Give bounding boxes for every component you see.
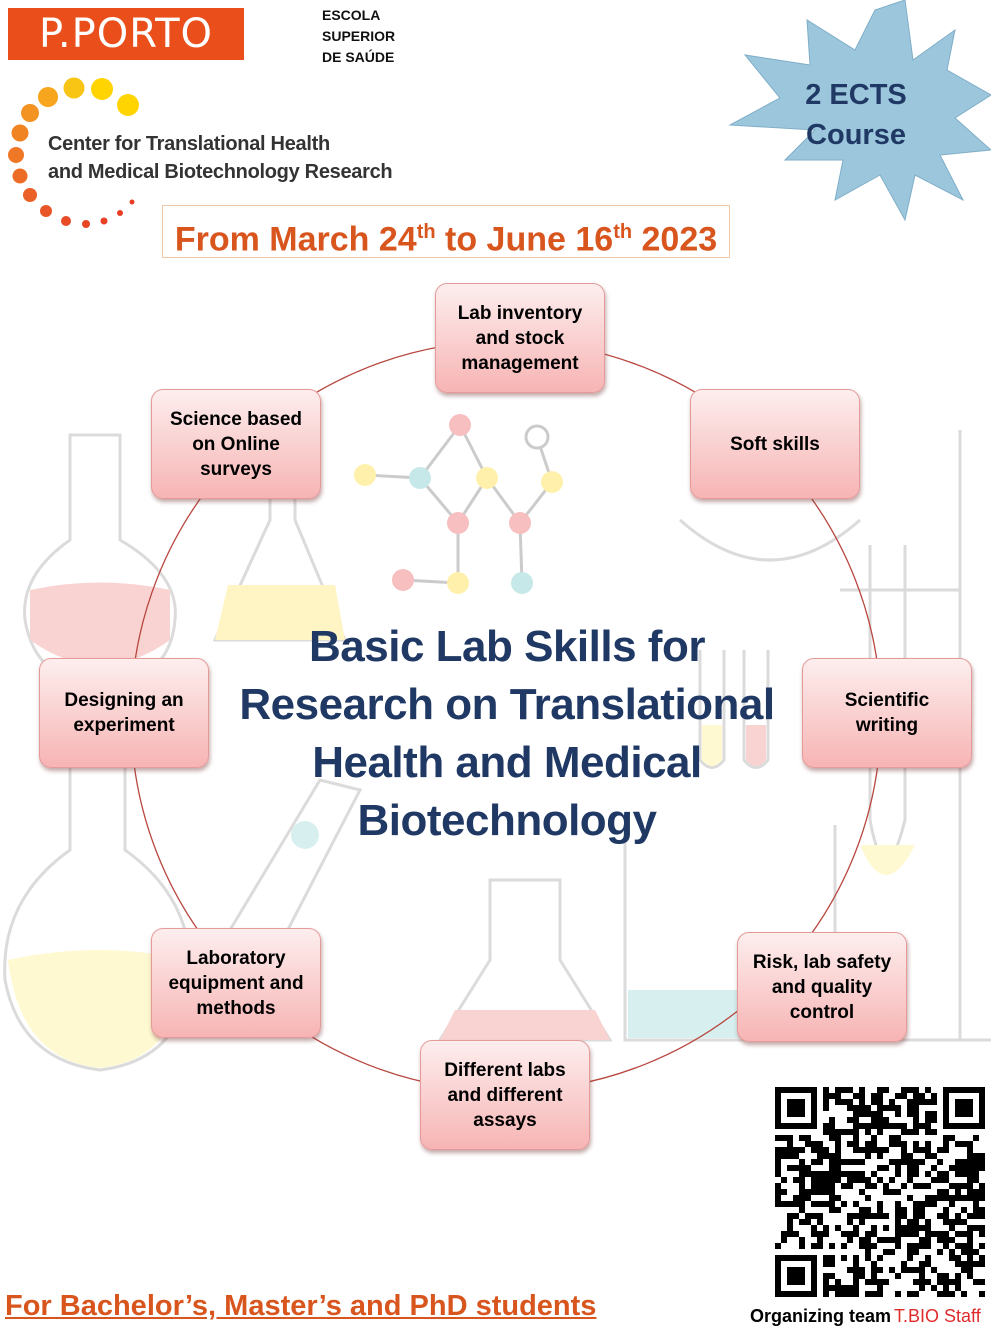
research-center-name	[48, 130, 392, 186]
qr-code[interactable]	[775, 1087, 985, 1297]
skill-label: Scientific writing	[844, 690, 930, 736]
school-line-1: ESCOLA	[322, 7, 381, 23]
organizing-team-label: Organizing team	[750, 1306, 892, 1326]
dates-from: From March 24	[174, 220, 417, 259]
course-dates	[162, 205, 730, 258]
organizer-name: T.BIO Staff	[894, 1306, 981, 1326]
skill-lab-equipment	[151, 928, 321, 1038]
school-name	[322, 5, 395, 68]
skill-soft-skills	[690, 389, 860, 499]
ects-line-2: Course	[806, 119, 906, 151]
skill-lab-inventory	[435, 283, 605, 393]
title-line-1: Basic Lab Skills for	[309, 622, 705, 671]
ects-line-1: 2 ECTS	[805, 79, 907, 111]
title-line-4: Biotechnology	[357, 796, 657, 845]
skill-different-labs	[420, 1040, 590, 1150]
dates-sup-1: th	[416, 221, 436, 243]
center-line-2: and Medical Biotechnology Research	[48, 161, 393, 183]
center-line-1: Center for Translational Health	[48, 133, 330, 155]
skill-label: Soft skills	[730, 433, 820, 455]
skill-label: Laboratory equipment and methods	[168, 947, 304, 1019]
dates-year: 2023	[632, 220, 718, 259]
skill-label: Different labs and different assays	[444, 1059, 566, 1131]
title-line-2: Research on Translational	[239, 680, 775, 729]
skill-label: Science based on Online surveys	[169, 408, 303, 480]
pporto-logo: P.PORTO	[8, 8, 244, 60]
course-title	[200, 618, 814, 850]
skill-label: Risk, lab safety and quality control	[752, 951, 892, 1023]
dates-middle: to June 16	[435, 220, 614, 259]
audience-note: For Bachelor’s, Master’s and PhD students	[5, 1290, 597, 1322]
skill-designing-experiment	[39, 658, 209, 768]
skill-science-online-surveys	[151, 389, 321, 499]
skill-label: Designing an experiment	[64, 690, 184, 736]
skill-label: Lab inventory and stock management	[457, 302, 583, 374]
skill-risk-safety	[737, 932, 907, 1042]
dates-sup-2: th	[613, 221, 633, 243]
school-line-2: SUPERIOR	[322, 28, 396, 44]
skill-scientific-writing	[802, 658, 972, 768]
title-line-3: Health and Medical	[312, 738, 702, 787]
ects-badge-text	[776, 75, 936, 155]
school-line-3: DE SAÚDE	[322, 49, 395, 65]
